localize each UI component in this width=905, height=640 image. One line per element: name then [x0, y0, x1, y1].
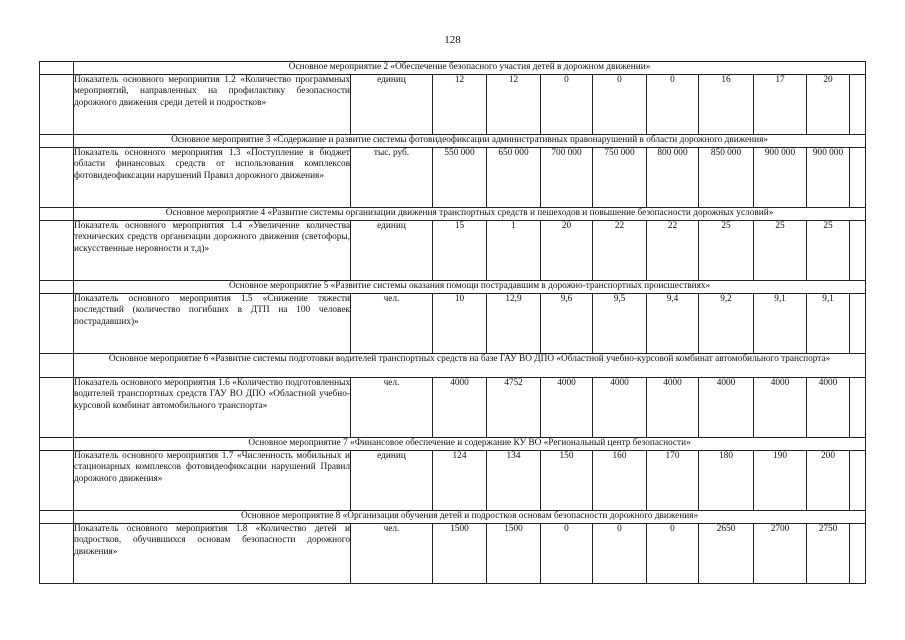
- row-number-cell: [40, 511, 74, 524]
- row-number-cell: [40, 438, 74, 451]
- indicator-unit: чел.: [351, 524, 433, 584]
- indicator-value: 4000: [807, 378, 850, 438]
- indicator-value: 200: [807, 451, 850, 511]
- indicator-value: 4000: [593, 378, 647, 438]
- empty-cell: [850, 524, 866, 584]
- indicator-value: 900 000: [807, 148, 850, 208]
- indicator-name: Показатель основного мероприятия 1.4 «Увеличение количества технических средств организации дорожного движения (светофоры, искусственные неровности и т.д)»: [74, 221, 351, 281]
- indicator-value: 22: [593, 221, 647, 281]
- row-number-cell: [40, 294, 74, 354]
- indicator-value: 2700: [754, 524, 807, 584]
- empty-cell: [850, 378, 866, 438]
- row-number-cell: [40, 62, 74, 75]
- indicator-unit: единиц: [351, 221, 433, 281]
- indicators-table: [39, 61, 866, 584]
- empty-cell: [850, 451, 866, 511]
- row-number-cell: [40, 354, 74, 378]
- indicator-name: Показатель основного мероприятия 1.6 «Количество подготовленных водителей транспортных средств ГАУ ВО ДПО «Областной учебно-курсовой комбинат автомобильного транспорта»: [74, 378, 351, 438]
- indicator-value: 1500: [487, 524, 541, 584]
- indicator-value: 850 000: [699, 148, 754, 208]
- indicator-value: 0: [593, 524, 647, 584]
- section-title: Основное мероприятие 7 «Финансовое обеспечение и содержание КУ ВО «Региональный центр безопасности»: [74, 438, 866, 451]
- section-row: [40, 438, 866, 451]
- row-number-cell: [40, 451, 74, 511]
- row-number-cell: [40, 221, 74, 281]
- indicator-name: Показатель основного мероприятия 1.8 «Количество детей и подростков, обучившихся основам безопасности дорожного движения»: [74, 524, 351, 584]
- indicator-value: 15: [433, 221, 487, 281]
- indicator-value: 12: [433, 75, 487, 135]
- indicator-value: 12: [487, 75, 541, 135]
- indicator-value: 180: [699, 451, 754, 511]
- indicator-value: 4000: [541, 378, 593, 438]
- empty-cell: [850, 148, 866, 208]
- indicator-row: [40, 221, 866, 281]
- indicator-value: 2650: [699, 524, 754, 584]
- indicator-value: 190: [754, 451, 807, 511]
- indicator-unit: чел.: [351, 378, 433, 438]
- indicator-value: 0: [647, 524, 699, 584]
- indicator-value: 25: [699, 221, 754, 281]
- indicator-value: 22: [647, 221, 699, 281]
- row-number-cell: [40, 524, 74, 584]
- indicator-unit: тыс. руб.: [351, 148, 433, 208]
- indicator-value: 550 000: [433, 148, 487, 208]
- indicator-value: 160: [593, 451, 647, 511]
- page-number: 128: [444, 34, 461, 46]
- indicator-value: 12,9: [487, 294, 541, 354]
- indicator-value: 4000: [433, 378, 487, 438]
- indicator-value: 16: [699, 75, 754, 135]
- empty-cell: [850, 221, 866, 281]
- row-number-cell: [40, 75, 74, 135]
- section-row: [40, 511, 866, 524]
- empty-cell: [850, 75, 866, 135]
- indicator-value: 4752: [487, 378, 541, 438]
- section-row: [40, 135, 866, 148]
- indicator-value: 17: [754, 75, 807, 135]
- indicator-value: 0: [647, 75, 699, 135]
- indicator-value: 1500: [433, 524, 487, 584]
- indicator-value: 25: [754, 221, 807, 281]
- indicator-row: [40, 294, 866, 354]
- indicator-unit: чел.: [351, 294, 433, 354]
- section-title: Основное мероприятие 6 «Развитие системы подготовки водителей транспортных средств на базе ГАУ ВО ДПО «Областной учебно-курсовой комбинат автомобильного транспорта»: [74, 354, 866, 378]
- indicator-value: 10: [433, 294, 487, 354]
- indicator-value: 0: [541, 524, 593, 584]
- indicator-value: 9,2: [699, 294, 754, 354]
- indicator-value: 9,4: [647, 294, 699, 354]
- indicator-value: 134: [487, 451, 541, 511]
- section-title: Основное мероприятие 8 «Организация обучения детей и подростков основам безопасности дорожного движения»: [74, 511, 866, 524]
- empty-cell: [850, 294, 866, 354]
- indicator-row: [40, 378, 866, 438]
- indicator-value: 150: [541, 451, 593, 511]
- indicator-row: [40, 75, 866, 135]
- row-number-cell: [40, 208, 74, 221]
- indicator-unit: единиц: [351, 451, 433, 511]
- section-title: Основное мероприятие 5 «Развитие системы оказания помощи пострадавшим в дорожно-транспортных происшествиях»: [74, 281, 866, 294]
- indicator-value: 4000: [647, 378, 699, 438]
- indicator-value: 0: [593, 75, 647, 135]
- indicator-value: 170: [647, 451, 699, 511]
- indicator-row: [40, 148, 866, 208]
- indicator-value: 800 000: [647, 148, 699, 208]
- indicator-value: 1: [487, 221, 541, 281]
- indicator-value: 9,6: [541, 294, 593, 354]
- section-row: [40, 354, 866, 378]
- indicator-name: Показатель основного мероприятия 1.2 «Количество программных мероприятий, направленных на профилактику безопасности дорожного движения среди детей и подростков»: [74, 75, 351, 135]
- indicator-unit: единиц: [351, 75, 433, 135]
- section-row: [40, 208, 866, 221]
- indicator-value: 2750: [807, 524, 850, 584]
- row-number-cell: [40, 281, 74, 294]
- indicator-value: 9,1: [754, 294, 807, 354]
- indicator-value: 650 000: [487, 148, 541, 208]
- section-row: [40, 62, 866, 75]
- indicator-name: Показатель основного мероприятия 1.3 «Поступление в бюджет области финансовых средств от использования комплексов фотовидеофиксации нарушений Правил дорожного движения»: [74, 148, 351, 208]
- indicator-value: 20: [807, 75, 850, 135]
- indicator-value: 700 000: [541, 148, 593, 208]
- indicator-value: 750 000: [593, 148, 647, 208]
- indicator-value: 25: [807, 221, 850, 281]
- section-title: Основное мероприятие 4 «Развитие системы организации движения транспортных средств и пешеходов и повышение безопасности дорожных условий»: [74, 208, 866, 221]
- section-row: [40, 281, 866, 294]
- indicator-value: 900 000: [754, 148, 807, 208]
- row-number-cell: [40, 148, 74, 208]
- indicator-value: 20: [541, 221, 593, 281]
- indicator-row: [40, 524, 866, 584]
- indicator-value: 0: [541, 75, 593, 135]
- section-title: Основное мероприятие 2 «Обеспечение безопасного участия детей в дорожном движении»: [74, 62, 866, 75]
- indicator-row: [40, 451, 866, 511]
- row-number-cell: [40, 135, 74, 148]
- row-number-cell: [40, 378, 74, 438]
- indicator-value: 9,1: [807, 294, 850, 354]
- indicator-name: Показатель основного мероприятия 1.7 «Численность мобильных и стационарных комплексов фотовидеофиксации нарушений Правил дорожного движения»: [74, 451, 351, 511]
- indicator-value: 9,5: [593, 294, 647, 354]
- indicator-name: Показатель основного мероприятия 1.5 «Снижение тяжести последствий (количество погибших в ДТП на 100 человек пострадавших)»: [74, 294, 351, 354]
- indicator-value: 124: [433, 451, 487, 511]
- indicator-value: 4000: [754, 378, 807, 438]
- section-title: Основное мероприятие 3 «Содержание и развитие системы фотовидеофиксации административных правонарушений в области дорожного движения»: [74, 135, 866, 148]
- indicator-value: 4000: [699, 378, 754, 438]
